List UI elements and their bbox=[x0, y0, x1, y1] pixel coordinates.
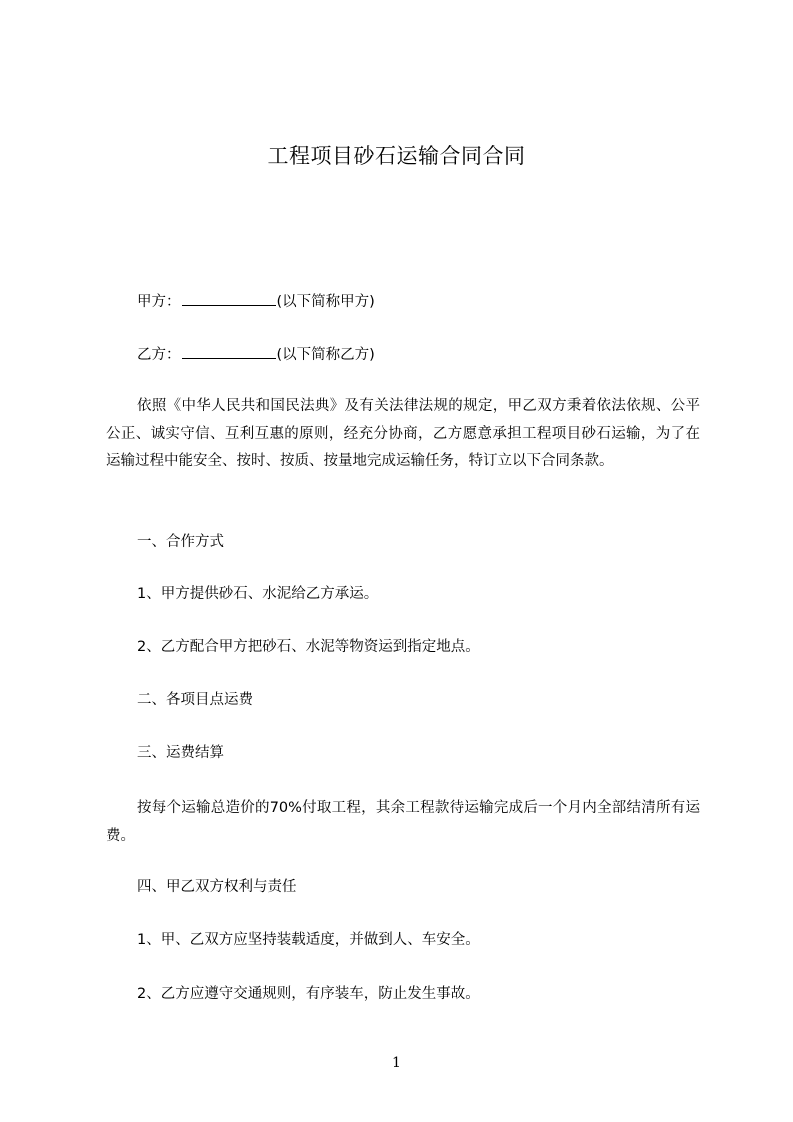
section-3-heading: 三、运费结算 bbox=[137, 745, 224, 761]
section-1-item-2: 2、乙方配合甲方把砂石、水泥等物资运到指定地点。 bbox=[137, 639, 480, 655]
party-a-label: 甲方： bbox=[137, 294, 181, 310]
party-b-line bbox=[137, 344, 375, 365]
section-4-heading: 四、甲乙双方权利与责任 bbox=[137, 879, 297, 895]
document-title: 工程项目砂石运输合同合同 bbox=[267, 144, 526, 168]
section-2-heading: 二、各项目点运费 bbox=[137, 692, 253, 708]
party-a-line bbox=[137, 291, 375, 312]
section-1-heading: 一、合作方式 bbox=[137, 534, 224, 550]
section-4-item-2: 2、乙方应遵守交通规则，有序装车，防止发生事故。 bbox=[137, 986, 480, 1002]
party-b-blank bbox=[182, 344, 276, 359]
intro-paragraph: 依照《中华人民共和国民法典》及有关法律法规的规定，甲乙双方秉着依法依规、公平公正、诚实守信、互利互惠的原则，经充分协商，乙方愿意承担工程项目砂石运输，为了在运输过程中能安全、按时、按质、按量地完成运输任务，特订立以下合同条款。 bbox=[106, 398, 700, 469]
party-b-label: 乙方： bbox=[137, 347, 181, 363]
party-a-blank bbox=[182, 291, 276, 306]
page-number: 1 bbox=[392, 1055, 401, 1071]
section-4-item-1: 1、甲、乙双方应坚持装载适度，并做到人、车安全。 bbox=[137, 932, 480, 948]
section-3-body: 按每个运输总造价的70%付取工程，其余工程款待运输完成后一个月内全部结清所有运费。 bbox=[106, 800, 700, 844]
party-a-suffix: (以下简称甲方) bbox=[276, 294, 375, 310]
section-1-item-1: 1、甲方提供砂石、水泥给乙方承运。 bbox=[137, 586, 379, 602]
party-b-suffix: (以下简称乙方) bbox=[276, 347, 375, 363]
